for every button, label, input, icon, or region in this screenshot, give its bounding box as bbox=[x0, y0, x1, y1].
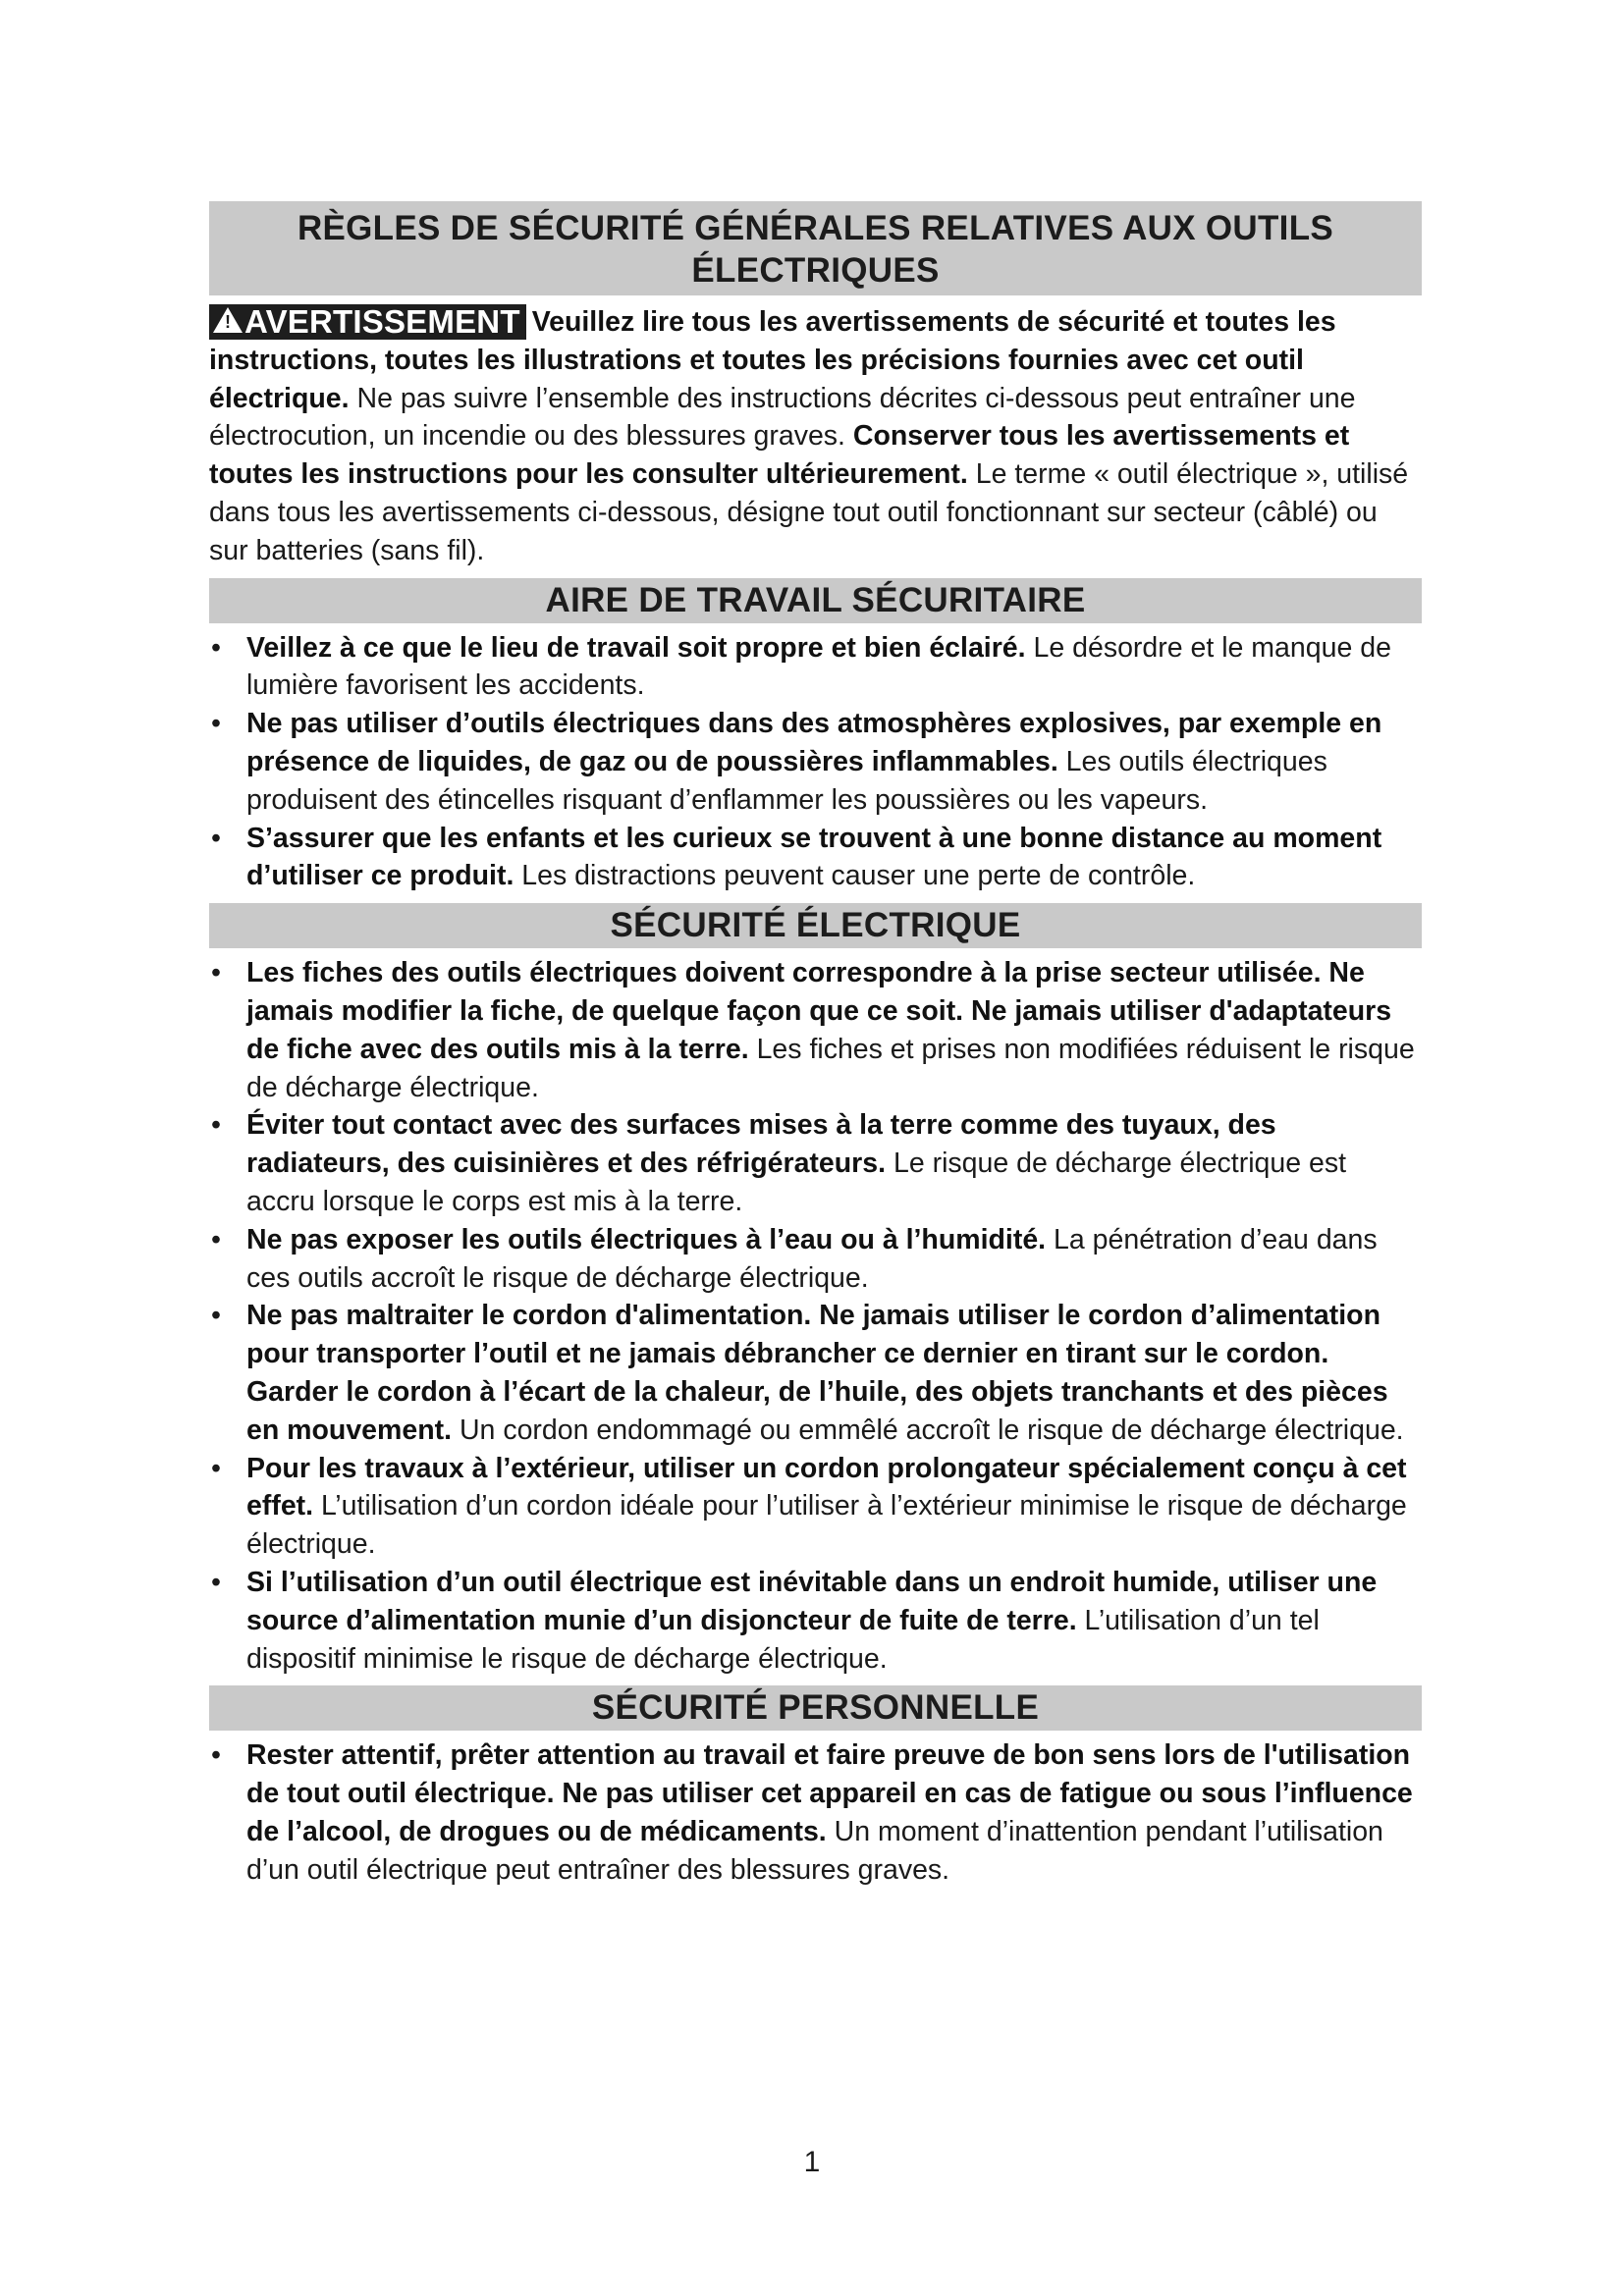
item-text: L’utilisation d’un tel dispositif minimise le risque de décharge électrique. bbox=[246, 1604, 1320, 1675]
item-text: Un moment d’inattention pendant l’utilisation d’un outil électrique peut entraîner des blessures graves. bbox=[246, 1815, 1383, 1886]
warning-text-1: Ne pas suivre l’ensemble des instructions décrites ci-dessous peut entraîner une électrocution, un incendie ou des blessures graves. bbox=[209, 382, 1356, 453]
bullet: • bbox=[211, 631, 221, 664]
warning-text-2: Le terme « outil électrique », utilisé dans tous les avertissements ci-dessous, désigne tout outil fonctionnant sur secteur (câblé) ou sur batteries (sans fil). bbox=[209, 458, 1409, 566]
item-text: Le risque de décharge électrique est accru lorsque le corps est mis à la terre. bbox=[246, 1148, 1347, 1217]
page-number: 1 bbox=[803, 2146, 821, 2178]
item-bold-text: Pour les travaux à l’extérieur, utiliser un cordon prolongateur spécialement conçu à cet effet. bbox=[246, 1452, 1407, 1522]
list-item bbox=[209, 705, 1422, 819]
bullet: • bbox=[211, 1739, 221, 1772]
personal-safety-list bbox=[209, 1736, 1422, 1889]
item-bold-text: Ne pas maltraiter le cordon d'alimentation. Ne jamais utiliser le cordon d’alimentation pour transporter l’outil et ne jamais débrancher ce dernier en tirant sur le cordon. Garder le cordon à l’écart de la chaleur, de l’huile, des objets tranchants et des pièces en mouvement. bbox=[246, 1300, 1388, 1446]
bullet: • bbox=[211, 957, 221, 989]
item-text: Les fiches et prises non modifiées réduisent le risque de décharge électrique. bbox=[246, 1033, 1415, 1103]
bullet: • bbox=[211, 822, 221, 854]
item-bold-text: Ne pas exposer les outils électriques à l’eau ou à l’humidité. bbox=[246, 1223, 1047, 1255]
item-bold-text: Les fiches des outils électriques doivent correspondre à la prise secteur utilisée. Ne jamais modifier la fiche, de quelque façon que ce soit. Ne jamais utiliser d'adaptateurs de fiche avec des outils mis à la terre. bbox=[246, 957, 1392, 1065]
item-bold-text: Ne pas utiliser d’outils électriques dans des atmosphères explosives, par exemple en présence de liquides, de gaz ou de poussières inflammables. bbox=[246, 708, 1382, 777]
item-text: Le désordre et le manque de lumière favorisent les accidents. bbox=[246, 631, 1391, 702]
list-item bbox=[209, 954, 1422, 1106]
list-item bbox=[209, 1736, 1422, 1889]
item-bold-text: Veillez à ce que le lieu de travail soit propre et bien éclairé. bbox=[246, 631, 1026, 664]
item-text: Un cordon endommagé ou emmêlé accroît le risque de décharge électrique. bbox=[452, 1414, 1404, 1446]
bullet: • bbox=[211, 1300, 221, 1332]
item-text: Les distractions peuvent causer une perte de contrôle. bbox=[514, 860, 1196, 892]
bullet: • bbox=[211, 708, 221, 740]
list-item bbox=[209, 820, 1422, 896]
item-text: L’utilisation d’un cordon idéale pour l’utiliser à l’extérieur minimise le risque de décharge électrique. bbox=[246, 1490, 1407, 1561]
section-title-electrical-safety: SÉCURITÉ ÉLECTRIQUE bbox=[209, 903, 1422, 948]
warning-paragraph bbox=[209, 303, 1422, 570]
work-area-list bbox=[209, 629, 1422, 896]
list-item bbox=[209, 1106, 1422, 1220]
bullet: • bbox=[211, 1109, 221, 1142]
bullet: • bbox=[211, 1223, 221, 1255]
list-item bbox=[209, 1450, 1422, 1564]
warning-bold-text: Veuillez lire tous les avertissements de sécurité et toutes les instructions, toutes les illustrations et toutes les précisions fournies avec cet outil électrique. bbox=[209, 306, 1336, 414]
item-text: La pénétration d’eau dans ces outils accroît le risque de décharge électrique. bbox=[246, 1223, 1378, 1294]
electrical-safety-list bbox=[209, 954, 1422, 1678]
item-text: Les outils électriques produisent des étincelles risquant d’enflammer les poussières ou les vapeurs. bbox=[246, 745, 1327, 816]
section-title-work-area: AIRE DE TRAVAIL SÉCURITAIRE bbox=[209, 578, 1422, 623]
list-item bbox=[209, 1564, 1422, 1678]
document-page bbox=[209, 201, 1422, 1889]
section-title-personal-safety: SÉCURITÉ PERSONNELLE bbox=[209, 1685, 1422, 1731]
main-title: RÈGLES DE SÉCURITÉ GÉNÉRALES RELATIVES AUX OUTILS ÉLECTRIQUES bbox=[209, 201, 1422, 295]
warning-badge bbox=[209, 304, 526, 340]
bullet: • bbox=[211, 1452, 221, 1484]
warning-bold-text-2: Conserver tous les avertissements et toutes les instructions pour les consulter ultérieurement. bbox=[209, 420, 1350, 491]
item-bold-text: Rester attentif, prêter attention au travail et faire preuve de bon sens lors de l'utilisation de tout outil électrique. Ne pas utiliser cet appareil en cas de fatigue ou sous l’influence de l’alcool, de drogues ou de médicaments. bbox=[246, 1739, 1413, 1847]
list-item bbox=[209, 629, 1422, 706]
list-item bbox=[209, 1221, 1422, 1298]
warning-badge-label: AVERTISSEMENT bbox=[244, 303, 520, 340]
item-bold-text: Si l’utilisation d’un outil électrique est inévitable dans un endroit humide, utiliser une source d’alimentation munie d’un disjoncteur de fuite de terre. bbox=[246, 1566, 1378, 1636]
item-bold-text: S’assurer que les enfants et les curieux se trouvent à une bonne distance au moment d’utiliser ce produit. bbox=[246, 822, 1382, 892]
list-item bbox=[209, 1297, 1422, 1449]
warning-triangle-icon: ! bbox=[213, 307, 243, 333]
item-bold-text: Éviter tout contact avec des surfaces mises à la terre comme des tuyaux, des radiateurs, des cuisinières et des réfrigérateurs. bbox=[246, 1109, 1276, 1180]
bullet: • bbox=[211, 1566, 221, 1598]
